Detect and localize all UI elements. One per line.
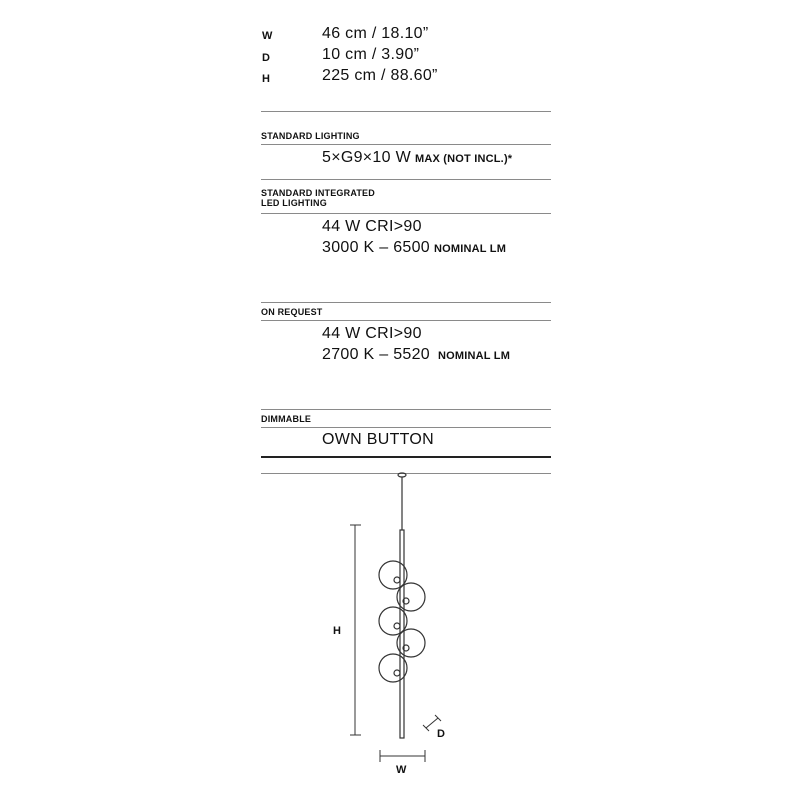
globe [397, 629, 425, 657]
width-label: W [396, 764, 407, 776]
globe [397, 583, 425, 611]
depth-label: D [437, 728, 445, 740]
on-request-spec-line1: 44 W CRI>90 [322, 325, 422, 342]
dimension-key: D [262, 52, 270, 64]
label-line: LED LIGHTING [261, 198, 327, 208]
label-line: STANDARD INTEGRATED [261, 188, 375, 198]
dimension-key: W [262, 30, 273, 42]
integrated-spec-line1: 44 W CRI>90 [322, 218, 422, 235]
section-label-dimmable: DIMMABLE [261, 414, 312, 424]
integrated-range-suffix: NOMINAL LM [434, 243, 507, 255]
dimmable-value: OWN BUTTON [322, 431, 435, 448]
globe [379, 607, 407, 635]
on-request-range: 2700 K – 5520 [322, 346, 430, 363]
dimension-key: H [262, 73, 270, 85]
dimension-value: 225 cm / 88.60” [322, 67, 438, 84]
on-request-range-suffix: NOMINAL LM [438, 350, 511, 362]
globe [379, 561, 407, 589]
standard-lighting-suffix: MAX (NOT INCL.)* [414, 153, 513, 165]
depth-dimension-line [426, 718, 438, 728]
integrated-range: 3000 K – 6500 [322, 239, 430, 256]
standard-lighting-value: 5×G9×10 W [322, 149, 411, 166]
height-label: H [333, 625, 341, 637]
globe [379, 654, 407, 682]
section-label-on-request: ON REQUEST [261, 307, 323, 317]
ceiling-canopy [398, 473, 406, 477]
dimension-value: 46 cm / 18.10” [322, 25, 429, 42]
dimension-value: 10 cm / 3.90” [322, 46, 420, 63]
section-label-standard-lighting: STANDARD LIGHTING [261, 131, 360, 141]
